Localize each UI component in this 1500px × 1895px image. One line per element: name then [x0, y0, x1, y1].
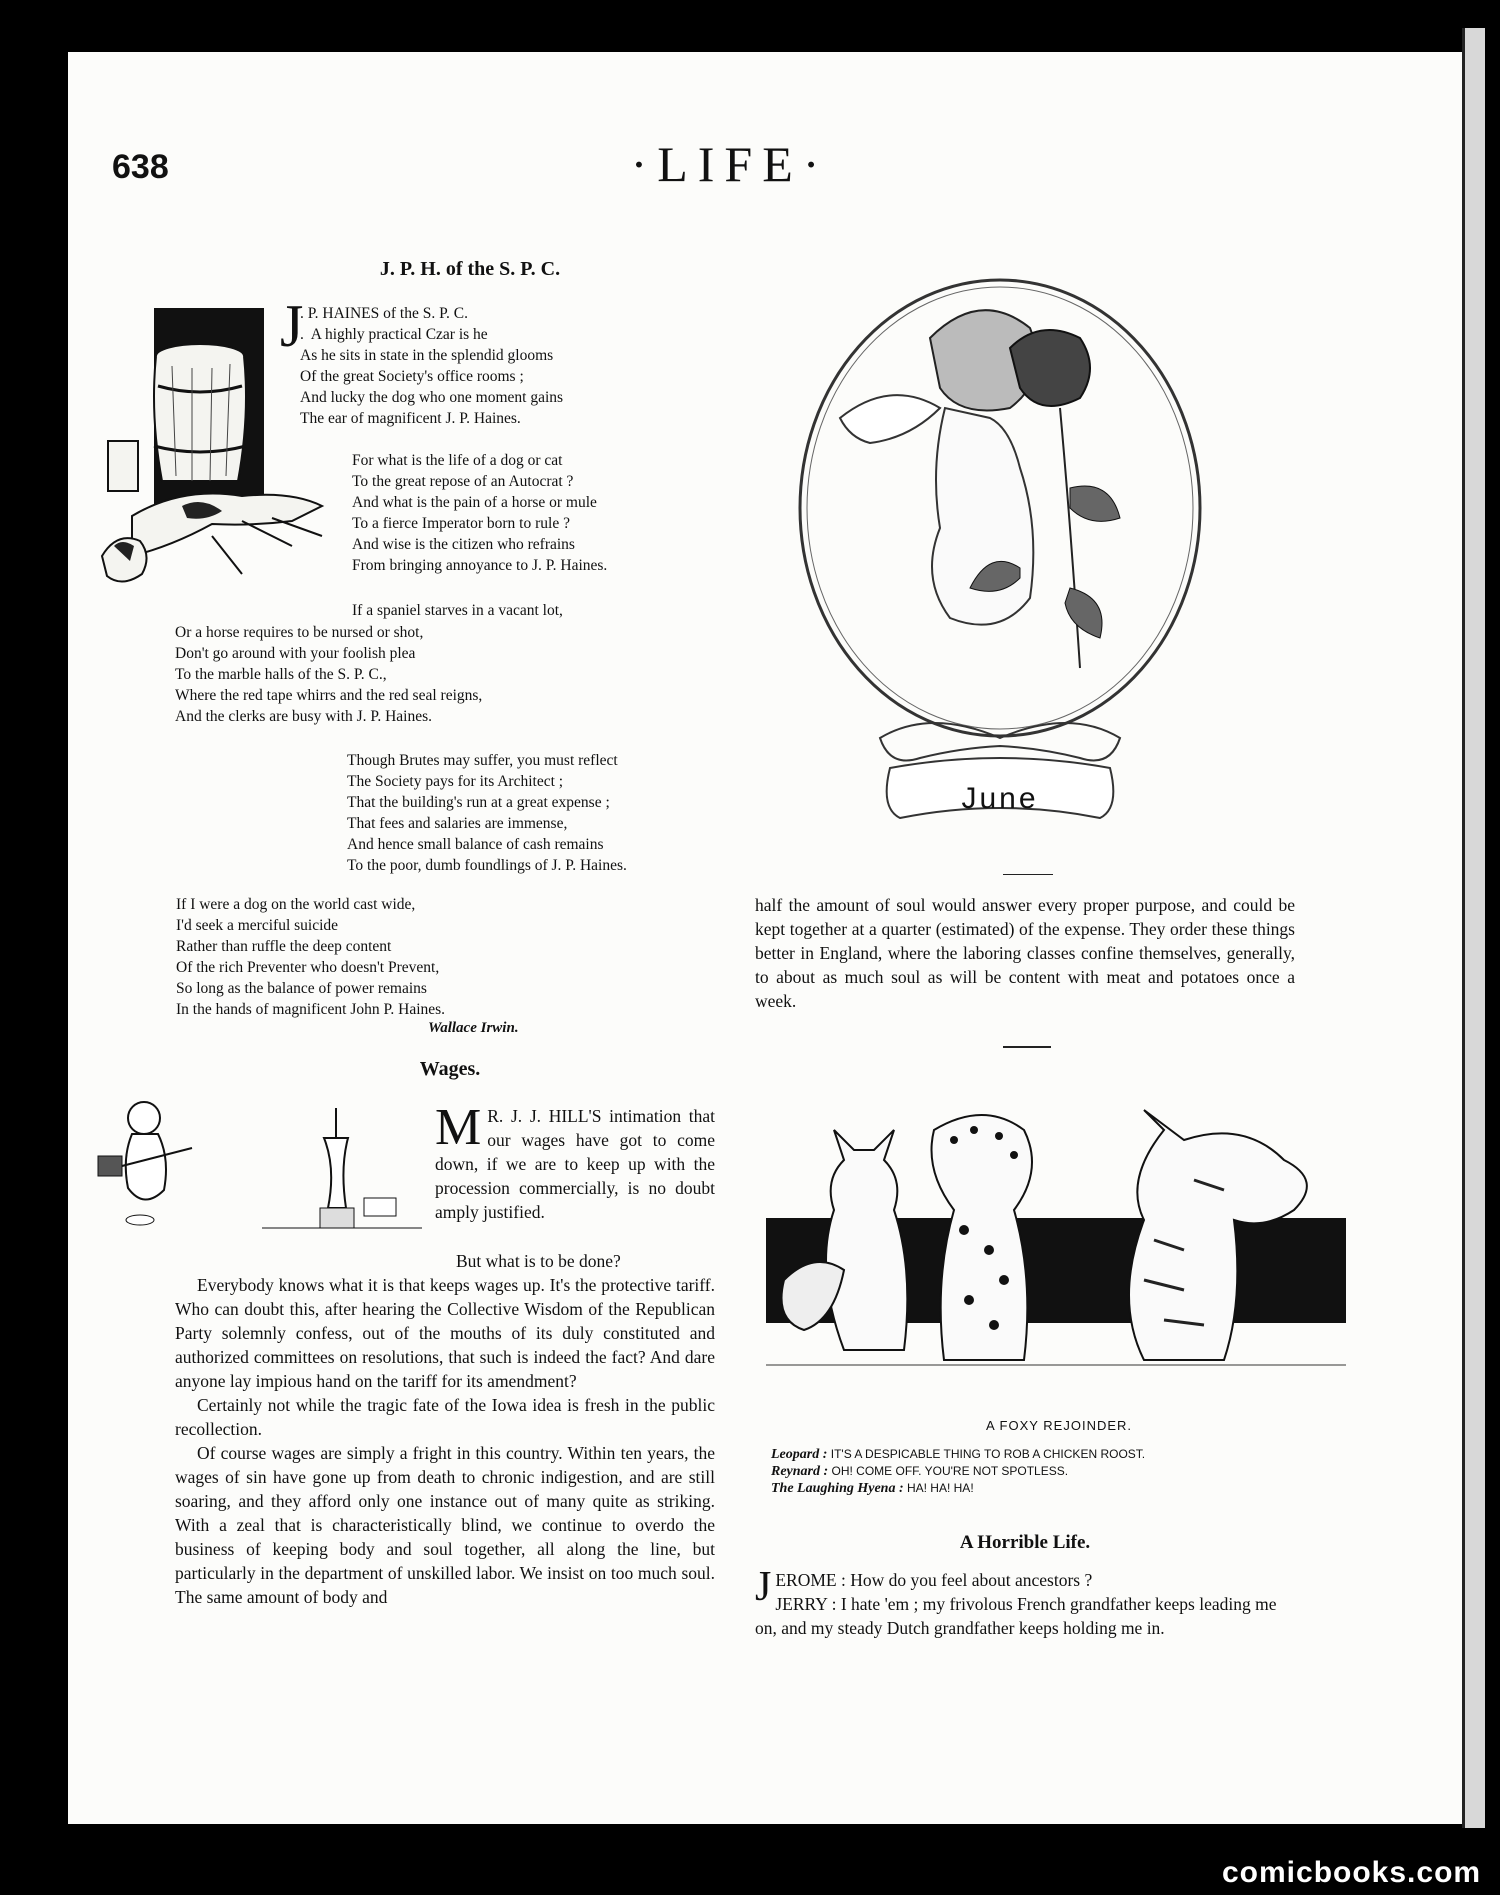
page-number: 638 — [112, 148, 169, 186]
horrible-body: JEROME : How do you feel about ancestors ? JERRY : I hate 'em ; my frivolous French grandfather keeps leading me on, and my steady Dutch grandfather keeps holding me in. — [755, 1564, 1277, 1638]
wages-question: But what is to be done? — [456, 1251, 621, 1271]
wages-body — [175, 1273, 715, 1609]
horrible-title: A Horrible Life. — [959, 1532, 1091, 1553]
next-page-edge — [1462, 28, 1485, 1828]
worker-statue-illustration — [92, 1098, 432, 1238]
poem-dropcap: J — [280, 293, 304, 359]
poem-stanza-3: Or a horse requires to be nursed or shot, Don't go around with your foolish plea To the marble halls of the S. P. C., Where the red tape whirrs and the red seal reigns, And the clerks are busy with J. P. Haines. — [175, 624, 483, 725]
foxy-rejoinder-cartoon — [764, 1100, 1354, 1380]
poem-stanza-5: If I were a dog on the world cast wide, I'd seek a merciful suicide Rather than ruffle the deep content Of the rich Preventer who doesn't Prevent, So long as the balance of power remains In the hands of magnificent John P. Haines. — [176, 896, 446, 1018]
poem-stanza-3-first: If a spaniel starves in a vacant lot, — [352, 602, 563, 619]
wages-continuation: half the amount of soul would answer every proper purpose, and could be kept together at a quarter (estimated) of the expense. They order these things better in England, where the laboring classes confine themselves, generally, to about as much soul as will be content with meat and potatoes once a week. — [755, 895, 1295, 1011]
june-cherub-illustration — [780, 268, 1220, 848]
divider — [1003, 874, 1053, 875]
poem-title: J. P. H. of the S. P. C. — [379, 258, 561, 280]
wages-paragraph: Of course wages are simply a fright in this country. Within ten years, the wages of sin have gone up from death to chronic indigestion, and are still soaring, and they afford only one instance out of many quite as striking. With a zeal that is characteristically blind, we continue to overdo the business of keeping body and soul together, all along the line, but particularly in the department of unskilled labor. We insist on too much soul. The same amount of body and — [175, 1443, 715, 1607]
wages-title: Wages. — [419, 1058, 481, 1080]
wages-lead: M R. J. J. HILL'S intimation that our wages have got to come down, if we are to keep up with the procession commercially, is no doubt amply justified. — [435, 1099, 715, 1222]
cartoon-caption: A FOXY REJOINDER. — [985, 1418, 1133, 1433]
poem-signature: Wallace Irwin. — [428, 1020, 519, 1036]
cartoon-dialog — [771, 1446, 1371, 1497]
dialog-line: Leopard : IT'S A DESPICABLE THING TO ROB A CHICKEN ROOST. — [771, 1447, 1146, 1462]
poem-stanza-4: Though Brutes may suffer, you must reflect The Society pays for its Architect ; That the building's run at a great expense ; That fees and salaries are immense, And hence small balance of cash remains To the poor, dumb foundlings of J. P. Haines. — [347, 752, 627, 874]
june-label: June — [961, 782, 1039, 815]
dialog-line: The Laughing Hyena : HA! HA! HA! — [771, 1481, 974, 1496]
poem-stanza-2: For what is the life of a dog or cat To the great repose of an Autocrat ? And what is the pain of a horse or mule To a fierce Imperator born to rule ? And wise is the citizen who refrains From bringing annoyance to J. P. Haines. — [352, 452, 608, 574]
masthead: ·LIFE· — [630, 136, 830, 192]
horrible-dropcap: J — [755, 1564, 772, 1610]
poem-stanza-1: . P. HAINES of the S. P. C. . A highly practical Czar is he As he sits in state in the splendid glooms Of the great Society's office rooms ; And lucky the dog who one moment gains The ear of magnificent J. P. Haines. — [300, 305, 564, 427]
wages-dropcap: M — [435, 1099, 482, 1156]
wages-paragraph: Certainly not while the tragic fate of the Iowa idea is fresh in the public recollection. — [175, 1395, 715, 1439]
dialog-line: Reynard : OH! COME OFF. YOU'RE NOT SPOTLESS. — [771, 1464, 1069, 1479]
wages-paragraph: Everybody knows what it is that keeps wages up. It's the protective tariff. Who can doubt this, after hearing the Collective Wisdom of the Republican Party solemnly confess, out of the mouths of its duly constituted and authorized committees on resolutions, that such is indeed the fact? And dare anyone lay impious hand on the tariff for its amendment? — [175, 1275, 715, 1391]
watermark: comicbooks.com — [1222, 1856, 1482, 1889]
divider — [1003, 1046, 1051, 1048]
